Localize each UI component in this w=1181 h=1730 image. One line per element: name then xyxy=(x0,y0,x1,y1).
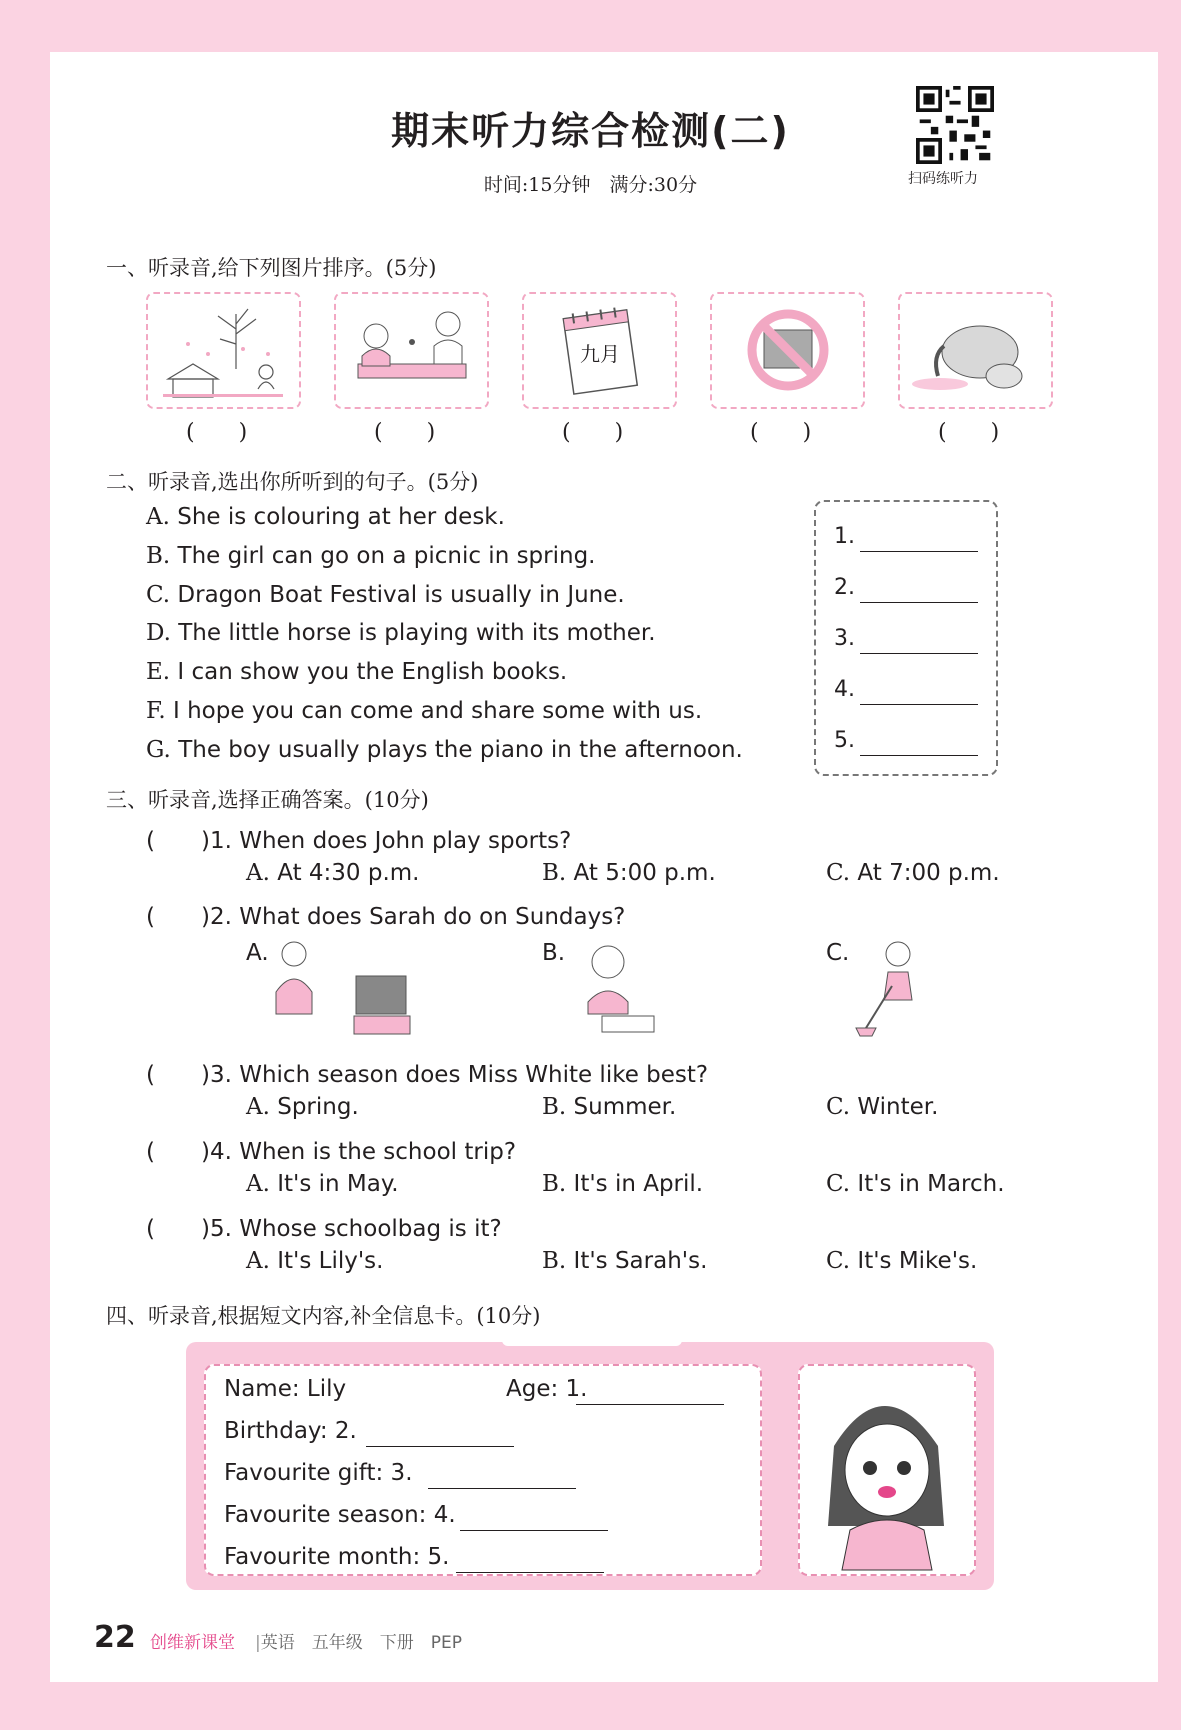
page-title: 期末听力综合检测(二) xyxy=(391,109,790,153)
card-gift-line[interactable] xyxy=(428,1488,576,1489)
picture-4 xyxy=(710,292,865,409)
sentence-b: B. The girl can go on a picnic in spring. xyxy=(146,543,596,569)
qr-label: 扫码练听力 xyxy=(908,171,978,187)
sentence-a: A. She is colouring at her desk. xyxy=(146,504,505,530)
q5-option-c[interactable]: C. It's Mike's. xyxy=(826,1248,978,1274)
winter-scene-icon xyxy=(148,294,299,407)
card-month-line[interactable] xyxy=(456,1572,604,1573)
card-season-line[interactable] xyxy=(460,1530,608,1531)
q5-option-b[interactable]: B. It's Sarah's. xyxy=(542,1248,708,1274)
answer-box xyxy=(814,500,998,776)
qr-code-icon[interactable] xyxy=(916,86,994,164)
card-age-label: Age: 1. xyxy=(506,1376,588,1402)
answer-paren-2[interactable]: ( ) xyxy=(374,420,436,445)
kids-ping-pong-icon xyxy=(336,294,487,407)
q3-option-c[interactable]: C. Winter. xyxy=(826,1094,939,1120)
answer-5-line[interactable] xyxy=(860,755,978,756)
answer-4-number: 4. xyxy=(834,677,855,702)
answer-paren-1[interactable]: ( ) xyxy=(186,420,248,445)
card-birthday-line[interactable] xyxy=(366,1446,514,1447)
q1-option-c[interactable]: C. At 7:00 p.m. xyxy=(826,860,1000,886)
footer-info: |英语 五年级 下册 PEP xyxy=(255,1633,462,1653)
answer-paren-5[interactable]: ( ) xyxy=(938,420,1000,445)
q4-option-b[interactable]: B. It's in April. xyxy=(542,1171,704,1197)
q4-option-c[interactable]: C. It's in March. xyxy=(826,1171,1005,1197)
answer-1-line[interactable] xyxy=(860,551,978,552)
page-number: 22 xyxy=(94,1620,136,1655)
card-name: Name: Lily xyxy=(224,1376,347,1402)
card-season-label: Favourite season: 4. xyxy=(224,1502,456,1528)
time-and-score: 时间:15分钟 满分:30分 xyxy=(483,174,698,196)
answer-2-number: 2. xyxy=(834,575,855,600)
section3-heading: 三、听录音,选择正确答案。(10分) xyxy=(106,788,429,812)
answer-3-number: 3. xyxy=(834,626,855,651)
question-3-paren[interactable]: ( ) xyxy=(146,1062,210,1088)
q2-option-b-label[interactable]: B. xyxy=(542,940,566,966)
q2-option-c-label[interactable]: C. xyxy=(826,940,850,966)
question-5: ( )5. Whose schoolbag is it? xyxy=(146,1216,502,1242)
answer-2-line[interactable] xyxy=(860,602,978,603)
question-2: ( )2. What does Sarah do on Sundays? xyxy=(146,904,626,930)
q2-option-a-label[interactable]: A. xyxy=(246,940,269,966)
calendar-label: 九月 xyxy=(580,342,620,366)
lily-portrait xyxy=(798,1364,976,1576)
question-2-paren[interactable]: ( ) xyxy=(146,904,210,930)
card-birthday-label: Birthday: 2. xyxy=(224,1418,357,1444)
picture-5 xyxy=(898,292,1053,409)
answer-5-number: 5. xyxy=(834,728,855,753)
girl-watching-tv-icon xyxy=(270,936,430,1042)
answer-paren-4[interactable]: ( ) xyxy=(750,420,812,445)
question-5-paren[interactable]: ( ) xyxy=(146,1216,210,1242)
q3-option-b[interactable]: B. Summer. xyxy=(542,1094,677,1120)
elephants-icon xyxy=(900,294,1051,407)
card-age-line[interactable] xyxy=(576,1404,724,1405)
sentence-e: E. I can show you the English books. xyxy=(146,659,568,685)
q1-option-b[interactable]: B. At 5:00 p.m. xyxy=(542,860,716,886)
question-4: ( )4. When is the school trip? xyxy=(146,1139,517,1165)
picture-3 xyxy=(522,292,677,409)
picture-2 xyxy=(334,292,489,409)
question-1-paren[interactable]: ( ) xyxy=(146,828,210,854)
question-1: ( )1. When does John play sports? xyxy=(146,828,572,854)
question-4-paren[interactable]: ( ) xyxy=(146,1139,210,1165)
card-gift-label: Favourite gift: 3. xyxy=(224,1460,413,1486)
sentence-g: G. The boy usually plays the piano in the afternoon. xyxy=(146,737,743,763)
section1-heading: 一、听录音,给下列图片排序。(5分) xyxy=(106,256,437,280)
no-tv-sign-icon xyxy=(712,294,863,407)
answer-1-number: 1. xyxy=(834,524,855,549)
q1-option-a[interactable]: A. At 4:30 p.m. xyxy=(246,860,420,886)
card-month-label: Favourite month: 5. xyxy=(224,1544,450,1570)
info-card xyxy=(204,1364,762,1576)
picture-1 xyxy=(146,292,301,409)
girl-portrait-icon xyxy=(800,1366,974,1574)
girl-doing-homework-icon xyxy=(572,936,662,1042)
answer-4-line[interactable] xyxy=(860,704,978,705)
info-card-wrapper xyxy=(186,1342,994,1590)
sentence-d: D. The little horse is playing with its mother. xyxy=(146,620,656,646)
footer-brand: 创维新课堂 xyxy=(150,1633,235,1653)
answer-3-line[interactable] xyxy=(860,653,978,654)
q3-option-a[interactable]: A. Spring. xyxy=(246,1094,359,1120)
girl-sweeping-icon xyxy=(852,936,942,1046)
section4-heading: 四、听录音,根据短文内容,补全信息卡。(10分) xyxy=(106,1304,541,1328)
q5-option-a[interactable]: A. It's Lily's. xyxy=(246,1248,384,1274)
sentence-c: C. Dragon Boat Festival is usually in June. xyxy=(146,582,625,608)
sentence-f: F. I hope you can come and share some with us. xyxy=(146,698,703,724)
q4-option-a[interactable]: A. It's in May. xyxy=(246,1171,399,1197)
section2-heading: 二、听录音,选出你所听到的句子。(5分) xyxy=(106,470,479,494)
answer-paren-3[interactable]: ( ) xyxy=(562,420,624,445)
question-3: ( )3. Which season does Miss White like best? xyxy=(146,1062,709,1088)
